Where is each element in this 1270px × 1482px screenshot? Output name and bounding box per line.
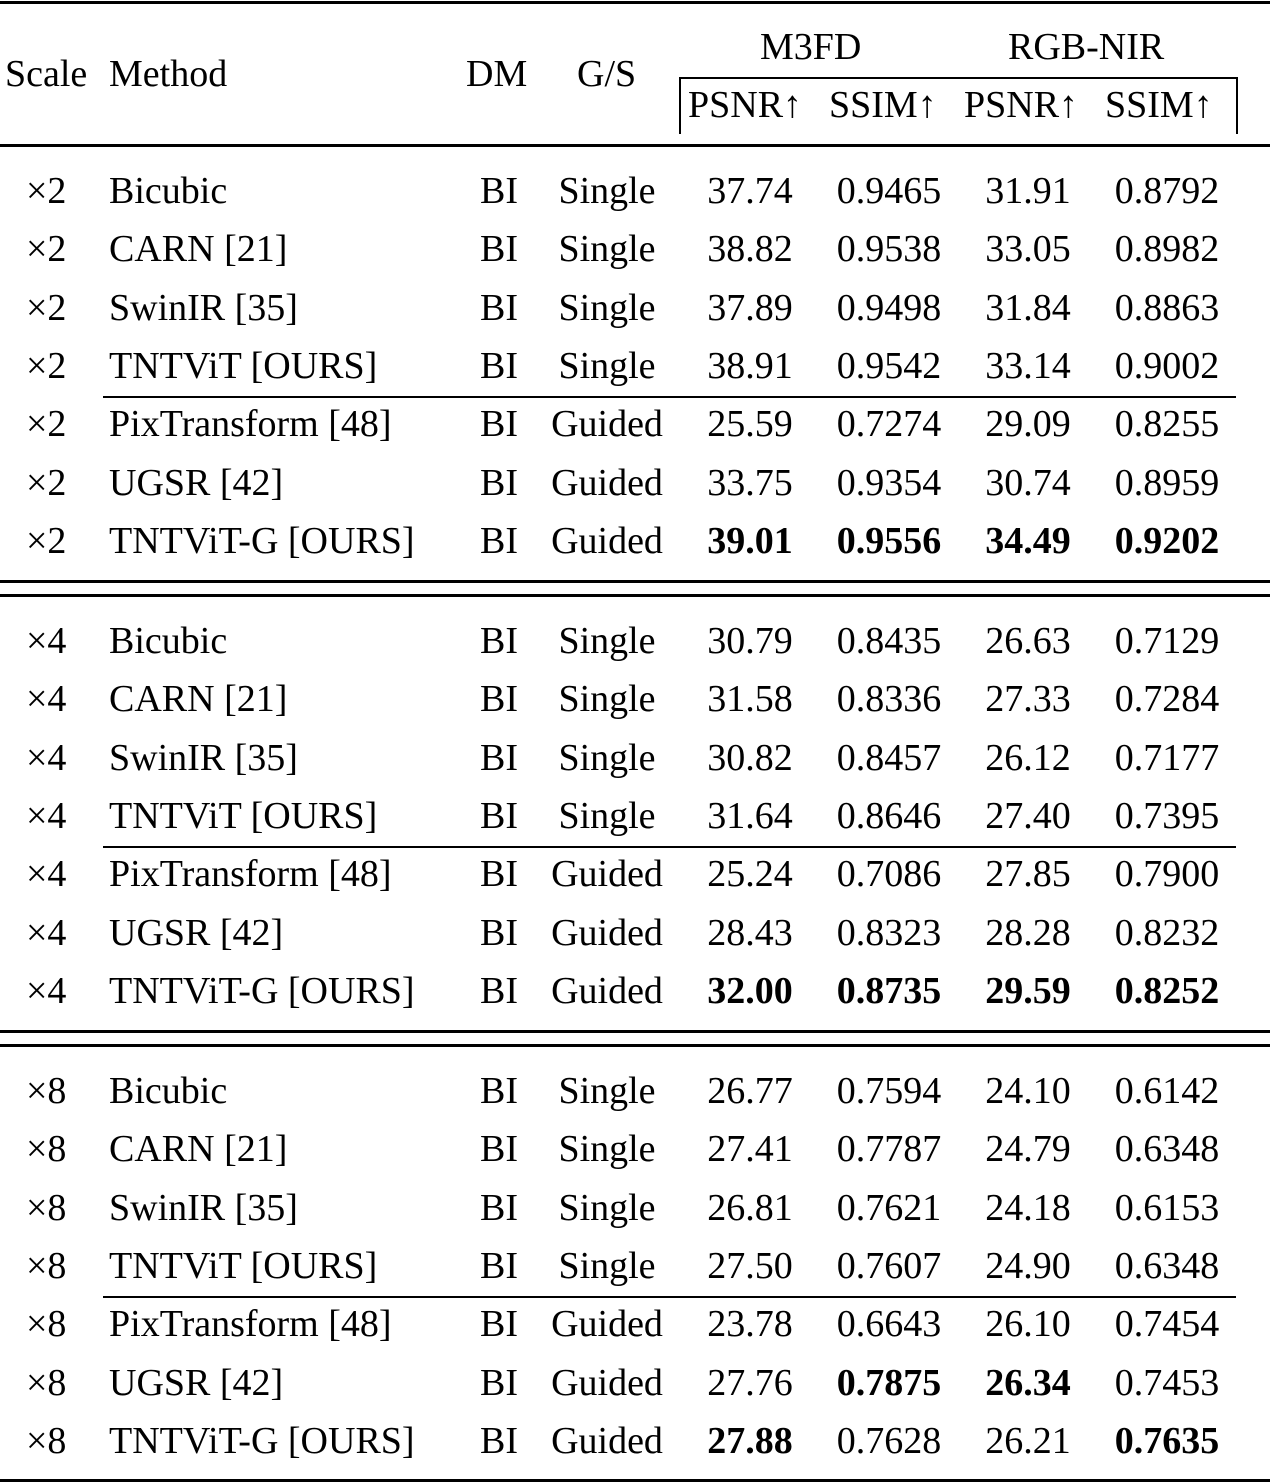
gs-cell: Single — [558, 1186, 656, 1229]
m3fd-ssim-cell: 0.7607 — [836, 1244, 942, 1287]
method-cell: CARN [21] — [109, 1128, 288, 1171]
m3fd-ssim-cell: 0.9542 — [836, 344, 942, 387]
rgbnir-psnr-cell: 27.85 — [985, 853, 1071, 896]
method-cell: TNTViT [OURS] — [109, 794, 378, 837]
header-m3fd-psnr: PSNR↑ — [688, 84, 803, 126]
rgbnir-ssim-cell: 0.8255 — [1114, 403, 1220, 446]
method-cell: Bicubic — [109, 170, 228, 212]
scale-cell: ×8 — [26, 1303, 67, 1346]
gs-cell: Single — [558, 794, 656, 837]
m3fd-psnr-cell: 25.59 — [707, 403, 793, 446]
dm-cell: BI — [480, 1244, 518, 1287]
m3fd-ssim-cell: 0.7875 — [836, 1361, 942, 1404]
rgbnir-ssim-cell: 0.7900 — [1114, 853, 1220, 896]
scale-cell: ×8 — [26, 1244, 67, 1287]
rgbnir-ssim-cell: 0.6348 — [1114, 1128, 1220, 1171]
table-row — [0, 612, 1270, 670]
rgbnir-psnr-cell: 27.33 — [985, 678, 1071, 721]
rgbnir-psnr-cell: 29.09 — [985, 403, 1071, 446]
gs-cell: Single — [558, 736, 656, 779]
m3fd-psnr-cell: 27.50 — [707, 1244, 793, 1287]
table-row — [0, 1412, 1270, 1470]
dm-cell: BI — [480, 794, 518, 837]
gs-cell: Guided — [551, 519, 663, 562]
m3fd-ssim-cell: 0.6643 — [836, 1303, 942, 1346]
table-row — [0, 1354, 1270, 1412]
rgbnir-ssim-cell: 0.6142 — [1114, 1070, 1220, 1112]
m3fd-ssim-cell: 0.8735 — [836, 969, 942, 1012]
gs-cell: Single — [558, 170, 656, 212]
dm-cell: BI — [480, 1128, 518, 1171]
section2-midrule — [103, 846, 1236, 848]
table-row — [0, 1179, 1270, 1237]
method-cell: UGSR [42] — [109, 1361, 284, 1404]
scale-cell: ×8 — [26, 1419, 67, 1462]
gs-cell: Single — [558, 678, 656, 721]
rgbnir-ssim-cell: 0.8982 — [1114, 228, 1220, 271]
method-cell: TNTViT-G [OURS] — [109, 969, 415, 1012]
rgbnir-ssim-cell: 0.6348 — [1114, 1244, 1220, 1287]
rgbnir-psnr-cell: 26.34 — [985, 1361, 1071, 1404]
table-row — [0, 454, 1270, 512]
rgbnir-ssim-cell: 0.6153 — [1114, 1186, 1220, 1229]
rgbnir-psnr-cell: 26.63 — [985, 620, 1071, 662]
table-row — [0, 512, 1270, 570]
section3-midrule — [103, 1296, 1236, 1298]
header-method: Method — [109, 53, 228, 95]
table-row — [0, 337, 1270, 395]
scale-cell: ×4 — [26, 911, 67, 954]
rgbnir-psnr-cell: 29.59 — [985, 969, 1071, 1012]
m3fd-psnr-cell: 30.82 — [707, 736, 793, 779]
gs-cell: Guided — [551, 1303, 663, 1346]
scale-cell: ×2 — [26, 228, 67, 271]
gs-cell: Single — [558, 286, 656, 329]
dm-cell: BI — [480, 403, 518, 446]
scale-cell: ×8 — [26, 1128, 67, 1171]
rgbnir-ssim-cell: 0.7454 — [1114, 1303, 1220, 1346]
rgbnir-psnr-cell: 31.91 — [985, 170, 1071, 212]
header-group-m3fd: M3FD — [760, 26, 862, 68]
m3fd-ssim-cell: 0.8336 — [836, 678, 942, 721]
rgbnir-psnr-cell: 30.74 — [985, 461, 1071, 504]
gs-cell: Single — [558, 228, 656, 271]
dm-cell: BI — [480, 1070, 518, 1112]
table-row — [0, 904, 1270, 962]
table-row — [0, 787, 1270, 845]
rgbnir-ssim-cell: 0.7453 — [1114, 1361, 1220, 1404]
rgbnir-psnr-cell: 26.12 — [985, 736, 1071, 779]
dm-cell: BI — [480, 853, 518, 896]
m3fd-psnr-cell: 30.79 — [707, 620, 793, 662]
rgbnir-psnr-cell: 24.10 — [985, 1070, 1071, 1112]
m3fd-psnr-cell: 28.43 — [707, 911, 793, 954]
m3fd-ssim-cell: 0.9354 — [836, 461, 942, 504]
m3fd-ssim-cell: 0.8323 — [836, 911, 942, 954]
scale-cell: ×2 — [26, 461, 67, 504]
rgbnir-psnr-cell: 27.40 — [985, 794, 1071, 837]
scale-cell: ×4 — [26, 794, 67, 837]
rgbnir-ssim-cell: 0.7635 — [1114, 1419, 1220, 1462]
table-row — [0, 220, 1270, 278]
rgbnir-ssim-cell: 0.7284 — [1114, 678, 1220, 721]
rgbnir-ssim-cell: 0.7177 — [1114, 736, 1220, 779]
header-scale: Scale — [5, 53, 88, 95]
gs-cell: Single — [558, 1070, 656, 1112]
gs-cell: Guided — [551, 1419, 663, 1462]
method-cell: Bicubic — [109, 1070, 228, 1112]
rgbnir-psnr-cell: 26.21 — [985, 1419, 1071, 1462]
method-cell: UGSR [42] — [109, 461, 284, 504]
m3fd-ssim-cell: 0.7594 — [836, 1070, 942, 1112]
table-row — [0, 670, 1270, 728]
rgbnir-ssim-cell: 0.8863 — [1114, 286, 1220, 329]
dm-cell: BI — [480, 911, 518, 954]
dm-cell: BI — [480, 228, 518, 271]
m3fd-ssim-cell: 0.7086 — [836, 853, 942, 896]
rgbnir-psnr-cell: 24.18 — [985, 1186, 1071, 1229]
rgbnir-ssim-cell: 0.8792 — [1114, 170, 1220, 212]
m3fd-ssim-cell: 0.8646 — [836, 794, 942, 837]
scale-cell: ×4 — [26, 620, 67, 662]
table-row — [0, 729, 1270, 787]
table-row — [0, 1062, 1270, 1120]
method-cell: SwinIR [35] — [109, 1186, 298, 1229]
rgbnir-ssim-cell: 0.7395 — [1114, 794, 1220, 837]
table-row — [0, 279, 1270, 337]
m3fd-ssim-cell: 0.9465 — [836, 170, 942, 212]
dm-cell: BI — [480, 969, 518, 1012]
dm-cell: BI — [480, 1303, 518, 1346]
m3fd-psnr-cell: 32.00 — [707, 969, 793, 1012]
rgbnir-ssim-cell: 0.8232 — [1114, 911, 1220, 954]
rgbnir-psnr-cell: 31.84 — [985, 286, 1071, 329]
table-row — [0, 962, 1270, 1020]
gs-cell: Single — [558, 1244, 656, 1287]
m3fd-psnr-cell: 27.88 — [707, 1419, 793, 1462]
rgbnir-psnr-cell: 33.05 — [985, 228, 1071, 271]
m3fd-psnr-cell: 27.76 — [707, 1361, 793, 1404]
gs-cell: Guided — [551, 403, 663, 446]
method-cell: Bicubic — [109, 620, 228, 662]
m3fd-ssim-cell: 0.9538 — [836, 228, 942, 271]
scale-cell: ×4 — [26, 736, 67, 779]
table-row — [0, 1295, 1270, 1353]
header-rgbnir-psnr: PSNR↑ — [964, 84, 1079, 126]
method-cell: PixTransform [48] — [109, 853, 392, 896]
rgbnir-psnr-cell: 26.10 — [985, 1303, 1071, 1346]
m3fd-psnr-cell: 38.82 — [707, 228, 793, 271]
header-group-rgbnir: RGB-NIR — [1008, 26, 1165, 68]
method-cell: UGSR [42] — [109, 911, 284, 954]
section2-double-rule-a — [0, 1030, 1270, 1033]
m3fd-psnr-cell: 39.01 — [707, 519, 793, 562]
rgbnir-psnr-cell: 34.49 — [985, 519, 1071, 562]
m3fd-psnr-cell: 26.77 — [707, 1070, 793, 1112]
method-cell: SwinIR [35] — [109, 736, 298, 779]
rgbnir-ssim-cell: 0.8959 — [1114, 461, 1220, 504]
header-rgbnir-ssim: SSIM↑ — [1105, 84, 1213, 126]
gs-cell: Guided — [551, 969, 663, 1012]
section1-double-rule-b — [0, 594, 1270, 597]
rgbnir-ssim-cell: 0.8252 — [1114, 969, 1220, 1012]
section1-double-rule-a — [0, 580, 1270, 583]
header-rule — [0, 144, 1270, 147]
dm-cell: BI — [480, 1419, 518, 1462]
table-row — [0, 845, 1270, 903]
table-row — [0, 1237, 1270, 1295]
m3fd-psnr-cell: 25.24 — [707, 853, 793, 896]
rgbnir-ssim-cell: 0.9202 — [1114, 519, 1220, 562]
dm-cell: BI — [480, 286, 518, 329]
gs-cell: Guided — [551, 1361, 663, 1404]
method-cell: CARN [21] — [109, 228, 288, 271]
table-row — [0, 1120, 1270, 1178]
m3fd-ssim-cell: 0.7274 — [836, 403, 942, 446]
dm-cell: BI — [480, 170, 518, 212]
header-gs: G/S — [577, 53, 637, 95]
m3fd-psnr-cell: 23.78 — [707, 1303, 793, 1346]
method-cell: TNTViT [OURS] — [109, 344, 378, 387]
header-dm: DM — [466, 53, 528, 95]
dm-cell: BI — [480, 1361, 518, 1404]
m3fd-psnr-cell: 27.41 — [707, 1128, 793, 1171]
rgbnir-psnr-cell: 33.14 — [985, 344, 1071, 387]
method-cell: TNTViT-G [OURS] — [109, 1419, 415, 1462]
dm-cell: BI — [480, 678, 518, 721]
m3fd-psnr-cell: 26.81 — [707, 1186, 793, 1229]
rgbnir-psnr-cell: 28.28 — [985, 911, 1071, 954]
m3fd-psnr-cell: 38.91 — [707, 344, 793, 387]
scale-cell: ×2 — [26, 344, 67, 387]
scale-cell: ×4 — [26, 678, 67, 721]
dm-cell: BI — [480, 1186, 518, 1229]
method-cell: TNTViT [OURS] — [109, 1244, 378, 1287]
dm-cell: BI — [480, 461, 518, 504]
gs-cell: Guided — [551, 853, 663, 896]
dm-cell: BI — [480, 344, 518, 387]
table-row — [0, 162, 1270, 220]
scale-cell: ×2 — [26, 403, 67, 446]
gs-cell: Guided — [551, 911, 663, 954]
scale-cell: ×2 — [26, 519, 67, 562]
rgbnir-ssim-cell: 0.7129 — [1114, 620, 1220, 662]
rgbnir-psnr-cell: 24.79 — [985, 1128, 1071, 1171]
table-row — [0, 395, 1270, 453]
method-cell: PixTransform [48] — [109, 1303, 392, 1346]
section2-double-rule-b — [0, 1044, 1270, 1047]
scale-cell: ×8 — [26, 1361, 67, 1404]
dm-cell: BI — [480, 736, 518, 779]
header-m3fd-ssim: SSIM↑ — [829, 84, 937, 126]
gs-cell: Guided — [551, 461, 663, 504]
scale-cell: ×2 — [26, 170, 67, 212]
rgbnir-ssim-cell: 0.9002 — [1114, 344, 1220, 387]
scale-cell: ×8 — [26, 1186, 67, 1229]
method-cell: TNTViT-G [OURS] — [109, 519, 415, 562]
scale-cell: ×4 — [26, 969, 67, 1012]
method-cell: SwinIR [35] — [109, 286, 298, 329]
m3fd-psnr-cell: 33.75 — [707, 461, 793, 504]
section1-midrule — [103, 396, 1236, 398]
m3fd-ssim-cell: 0.9498 — [836, 286, 942, 329]
scale-cell: ×2 — [26, 286, 67, 329]
dm-cell: BI — [480, 519, 518, 562]
m3fd-psnr-cell: 31.58 — [707, 678, 793, 721]
m3fd-ssim-cell: 0.7628 — [836, 1419, 942, 1462]
top-rule — [0, 1, 1270, 4]
rgbnir-psnr-cell: 24.90 — [985, 1244, 1071, 1287]
m3fd-ssim-cell: 0.9556 — [836, 519, 942, 562]
scale-cell: ×8 — [26, 1070, 67, 1112]
scale-cell: ×4 — [26, 853, 67, 896]
m3fd-psnr-cell: 37.89 — [707, 286, 793, 329]
m3fd-ssim-cell: 0.8457 — [836, 736, 942, 779]
m3fd-ssim-cell: 0.7621 — [836, 1186, 942, 1229]
m3fd-ssim-cell: 0.8435 — [836, 620, 942, 662]
dm-cell: BI — [480, 620, 518, 662]
method-cell: CARN [21] — [109, 678, 288, 721]
m3fd-ssim-cell: 0.7787 — [836, 1128, 942, 1171]
method-cell: PixTransform [48] — [109, 403, 392, 446]
gs-cell: Single — [558, 344, 656, 387]
gs-cell: Single — [558, 1128, 656, 1171]
m3fd-psnr-cell: 31.64 — [707, 794, 793, 837]
gs-cell: Single — [558, 620, 656, 662]
m3fd-psnr-cell: 37.74 — [707, 170, 793, 212]
